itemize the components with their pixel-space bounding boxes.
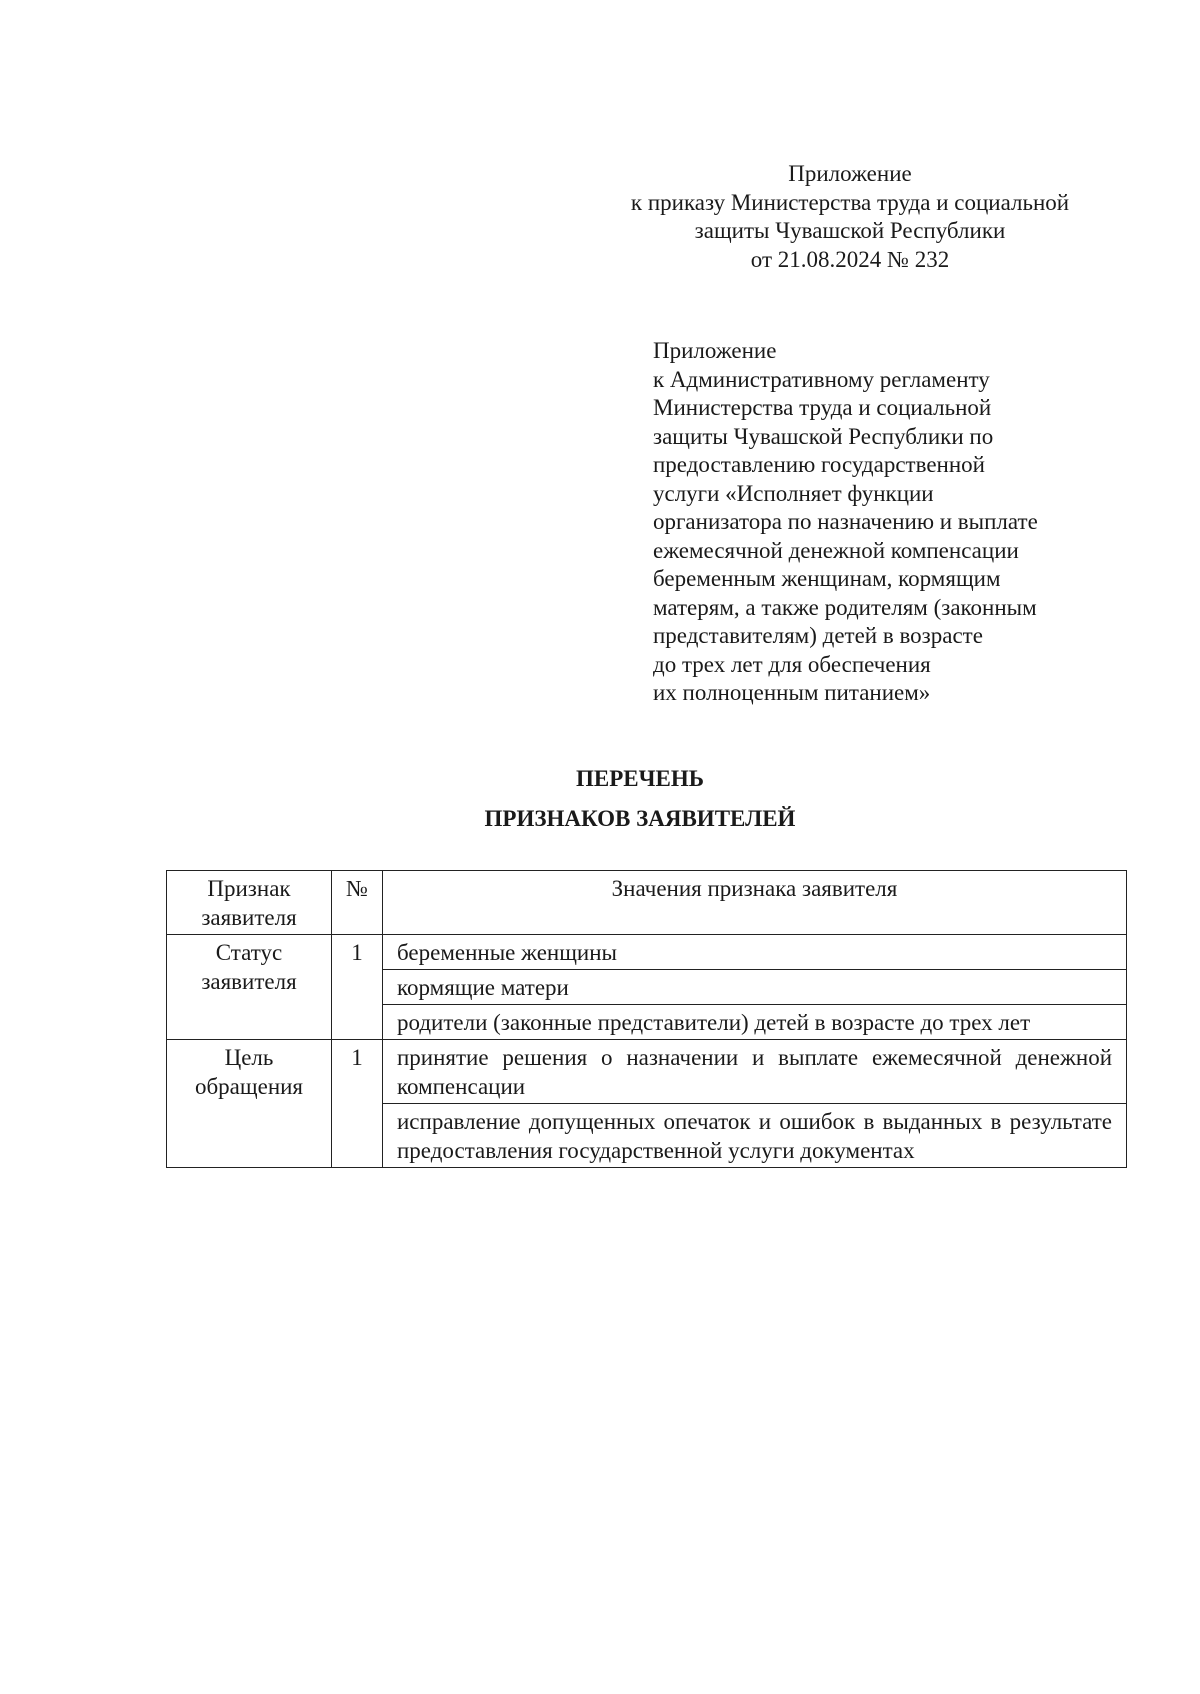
- criterion-name-cell: [167, 1040, 332, 1168]
- criterion-name-line1: Цель: [224, 1045, 274, 1070]
- criterion-name-cell: [167, 935, 332, 1040]
- header-number: №: [332, 871, 383, 935]
- regulation-approval-line: к Административному регламенту: [653, 366, 990, 392]
- order-approval-line: от 21.08.2024 № 232: [750, 246, 950, 272]
- applicant-criteria-table: [166, 870, 1127, 1168]
- regulation-approval-line: услуги «Исполняет функции: [653, 480, 934, 506]
- regulation-approval-line: организатора по назначению и выплате: [653, 509, 1038, 534]
- regulation-approval-line: матерям, а также родителям (законным: [653, 594, 1037, 620]
- criterion-value-cell: беременные женщины: [383, 935, 1127, 970]
- criterion-name-line2: заявителя: [201, 969, 297, 994]
- criterion-value-cell: кормящие матери: [383, 970, 1127, 1005]
- regulation-approval-line: защиты Чувашской Республики по: [653, 423, 994, 449]
- criterion-number-cell: 1: [332, 1040, 383, 1168]
- criterion-value-cell: исправление допущенных опечаток и ошибок в выданных в результате предоставления государственной услуги документах: [383, 1104, 1127, 1168]
- regulation-approval-line: их полноценным питанием»: [653, 680, 931, 705]
- regulation-approval-line: Министерства труда и социальной: [653, 395, 992, 420]
- order-approval-block: [590, 160, 1110, 274]
- document-title: ПЕРЕЧЕНЬ: [576, 766, 704, 791]
- regulation-approval-line: ежемесячной денежной компенсации: [653, 537, 1019, 563]
- regulation-approval-block: [653, 337, 1123, 708]
- regulation-approval-line: представителям) детей в возрасте: [653, 623, 983, 648]
- criterion-value-cell: принятие решения о назначении и выплате ежемесячной денежной компенсации: [383, 1040, 1127, 1104]
- header-criterion-line1: Признак: [207, 876, 291, 901]
- order-approval-line: защиты Чувашской Республики: [694, 218, 1006, 243]
- criterion-name-line1: Статус: [215, 940, 283, 965]
- regulation-approval-line: предоставлению государственной: [653, 452, 985, 477]
- regulation-approval-line: до трех лет для обеспечения: [653, 651, 931, 677]
- regulation-approval-line: Приложение: [653, 338, 777, 363]
- table-header-row: [167, 871, 1127, 935]
- criterion-value-cell: родители (законные представители) детей в возрасте до трех лет: [383, 1005, 1127, 1040]
- criterion-name-line2: обращения: [194, 1074, 304, 1099]
- header-values: Значения признака заявителя: [383, 871, 1127, 935]
- document-subtitle: ПРИЗНАКОВ ЗАЯВИТЕЛЕЙ: [484, 806, 796, 831]
- header-criterion: [167, 871, 332, 935]
- table-row: [167, 935, 1127, 970]
- regulation-approval-line: беременным женщинам, кормящим: [653, 566, 1001, 591]
- table-row: [167, 1040, 1127, 1104]
- order-approval-line: Приложение: [788, 161, 912, 186]
- criterion-number-cell: 1: [332, 935, 383, 1040]
- header-criterion-line2: заявителя: [201, 905, 297, 930]
- order-approval-line: к приказу Министерства труда и социальной: [630, 189, 1070, 215]
